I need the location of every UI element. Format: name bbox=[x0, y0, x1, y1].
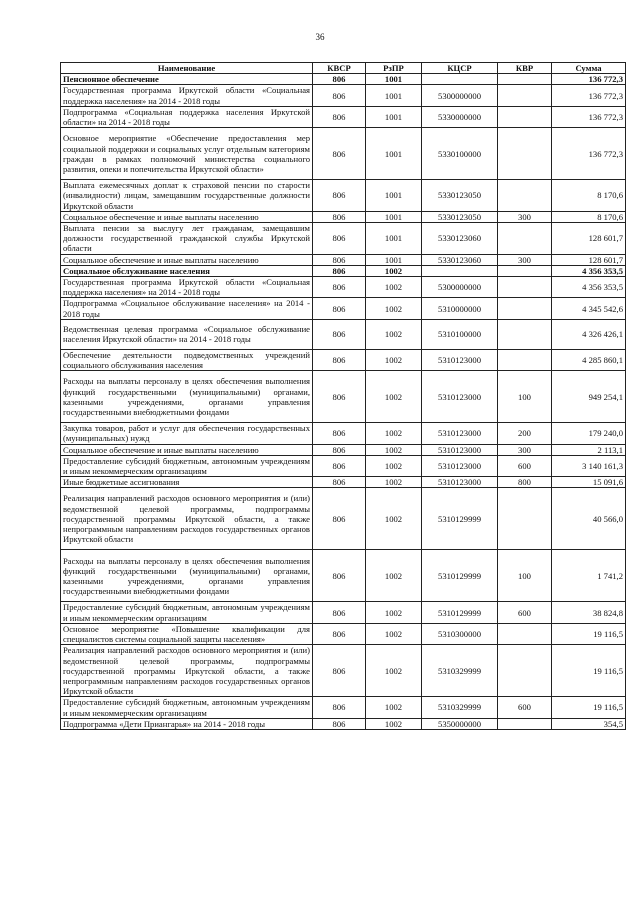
row-kvsr: 806 bbox=[313, 550, 366, 602]
row-kcsr bbox=[422, 265, 498, 276]
row-name: Предоставление субсидий бюджетным, автономным учреждениям и иным некоммерческим организациям bbox=[61, 455, 313, 476]
row-name: Предоставление субсидий бюджетным, автономным учреждениям и иным некоммерческим организациям bbox=[61, 602, 313, 623]
row-kvsr: 806 bbox=[313, 85, 366, 106]
row-name: Реализация направлений расходов основного мероприятия и (или) ведомственной целевой программы, подпрограммы государственной программы Иркутской области, а также непрограммным направлениям расходов государственных органов Иркутской области bbox=[61, 488, 313, 550]
row-kvsr: 806 bbox=[313, 477, 366, 488]
row-kvsr: 806 bbox=[313, 223, 366, 255]
row-sum: 136 772,3 bbox=[552, 128, 626, 180]
row-rzpr: 1002 bbox=[366, 488, 422, 550]
row-kcsr: 5310329999 bbox=[422, 645, 498, 697]
table-row bbox=[61, 211, 626, 222]
table-row bbox=[61, 602, 626, 623]
row-name: Государственная программа Иркутской области «Социальная поддержка населения» на 2014 - 2018 годы bbox=[61, 277, 313, 298]
row-kvr bbox=[498, 349, 552, 370]
row-kvr bbox=[498, 128, 552, 180]
row-rzpr: 1002 bbox=[366, 477, 422, 488]
row-name: Предоставление субсидий бюджетным, автономным учреждениям и иным некоммерческим организациям bbox=[61, 697, 313, 718]
row-kcsr: 5310329999 bbox=[422, 697, 498, 718]
row-kvr bbox=[498, 623, 552, 644]
table-row bbox=[61, 319, 626, 349]
row-sum: 8 170,6 bbox=[552, 211, 626, 222]
row-kcsr: 5350000000 bbox=[422, 718, 498, 729]
table-row bbox=[61, 488, 626, 550]
row-kvsr: 806 bbox=[313, 488, 366, 550]
table-row bbox=[61, 718, 626, 729]
row-kvr bbox=[498, 85, 552, 106]
row-rzpr: 1002 bbox=[366, 298, 422, 319]
row-name: Социальное обеспечение и иные выплаты населению bbox=[61, 254, 313, 265]
row-sum: 136 772,3 bbox=[552, 106, 626, 127]
row-name: Закупка товаров, работ и услуг для обеспечения государственных (муниципальных) нужд bbox=[61, 423, 313, 444]
table-row bbox=[61, 74, 626, 85]
row-rzpr: 1002 bbox=[366, 550, 422, 602]
row-name: Пенсионное обеспечение bbox=[61, 74, 313, 85]
row-kvr: 800 bbox=[498, 477, 552, 488]
row-rzpr: 1002 bbox=[366, 697, 422, 718]
row-kvr: 200 bbox=[498, 423, 552, 444]
header-kcsr: КЦСР bbox=[422, 63, 498, 74]
row-kvsr: 806 bbox=[313, 697, 366, 718]
table-row bbox=[61, 85, 626, 106]
row-rzpr: 1002 bbox=[366, 623, 422, 644]
row-kcsr: 5310129999 bbox=[422, 602, 498, 623]
row-kvr bbox=[498, 180, 552, 212]
row-name: Обеспечение деятельности подведомственных учреждений социального обслуживания населения bbox=[61, 349, 313, 370]
row-kvr bbox=[498, 645, 552, 697]
row-name: Основное мероприятие «Повышение квалификации для специалистов системы социальной защиты населения» bbox=[61, 623, 313, 644]
row-kvsr: 806 bbox=[313, 645, 366, 697]
row-kvr bbox=[498, 223, 552, 255]
header-rzpr: РзПР bbox=[366, 63, 422, 74]
row-kvr bbox=[498, 277, 552, 298]
table-row bbox=[61, 645, 626, 697]
row-kvsr: 806 bbox=[313, 265, 366, 276]
row-rzpr: 1001 bbox=[366, 85, 422, 106]
row-sum: 136 772,3 bbox=[552, 74, 626, 85]
table-row bbox=[61, 444, 626, 455]
row-sum: 4 285 860,1 bbox=[552, 349, 626, 370]
row-sum: 4 345 542,6 bbox=[552, 298, 626, 319]
row-name: Подпрограмма «Дети Приангарья» на 2014 - 2018 годы bbox=[61, 718, 313, 729]
row-kvr: 600 bbox=[498, 697, 552, 718]
row-rzpr: 1002 bbox=[366, 277, 422, 298]
row-rzpr: 1002 bbox=[366, 602, 422, 623]
row-kvr bbox=[498, 718, 552, 729]
row-sum: 128 601,7 bbox=[552, 254, 626, 265]
row-rzpr: 1001 bbox=[366, 106, 422, 127]
row-sum: 128 601,7 bbox=[552, 223, 626, 255]
table-row bbox=[61, 277, 626, 298]
row-kvsr: 806 bbox=[313, 254, 366, 265]
table-row bbox=[61, 623, 626, 644]
row-kcsr: 5310123000 bbox=[422, 423, 498, 444]
row-name: Реализация направлений расходов основного мероприятия и (или) ведомственной целевой программы, подпрограммы государственной программы Иркутской области, а также непрограммным направлениям расходов государственных органов Иркутской области bbox=[61, 645, 313, 697]
row-kcsr: 5330100000 bbox=[422, 128, 498, 180]
header-sum: Сумма bbox=[552, 63, 626, 74]
row-kvsr: 806 bbox=[313, 718, 366, 729]
table-row bbox=[61, 254, 626, 265]
table-row bbox=[61, 180, 626, 212]
row-kvsr: 806 bbox=[313, 106, 366, 127]
row-kcsr: 5330123060 bbox=[422, 223, 498, 255]
row-kcsr: 5300000000 bbox=[422, 277, 498, 298]
row-kcsr: 5310000000 bbox=[422, 298, 498, 319]
row-kvr: 100 bbox=[498, 371, 552, 423]
row-name: Иные бюджетные ассигнования bbox=[61, 477, 313, 488]
row-name: Социальное обеспечение и иные выплаты населению bbox=[61, 211, 313, 222]
table-row bbox=[61, 697, 626, 718]
row-kvr bbox=[498, 265, 552, 276]
row-kcsr: 5310129999 bbox=[422, 488, 498, 550]
row-kcsr: 5330123060 bbox=[422, 254, 498, 265]
row-kcsr: 5310123000 bbox=[422, 477, 498, 488]
table-row bbox=[61, 265, 626, 276]
row-rzpr: 1001 bbox=[366, 223, 422, 255]
row-name: Ведомственная целевая программа «Социальное обслуживание населения Иркутской области» на 2014 - 2018 годы bbox=[61, 319, 313, 349]
row-rzpr: 1001 bbox=[366, 180, 422, 212]
table-row bbox=[61, 550, 626, 602]
row-name: Расходы на выплаты персоналу в целях обеспечения выполнения функций государственными (муниципальными) органами, казенными учреждениями, органами управления государственными внебюджетными фондами bbox=[61, 371, 313, 423]
row-kcsr: 5310123000 bbox=[422, 371, 498, 423]
row-kvr: 300 bbox=[498, 444, 552, 455]
header-name: Наименование bbox=[61, 63, 313, 74]
row-kcsr: 5330123050 bbox=[422, 211, 498, 222]
row-kcsr: 5310100000 bbox=[422, 319, 498, 349]
row-rzpr: 1001 bbox=[366, 128, 422, 180]
row-kvr bbox=[498, 319, 552, 349]
row-sum: 4 356 353,5 bbox=[552, 265, 626, 276]
row-sum: 179 240,0 bbox=[552, 423, 626, 444]
row-kvsr: 806 bbox=[313, 423, 366, 444]
page-number: 36 bbox=[315, 32, 325, 42]
row-sum: 19 116,5 bbox=[552, 623, 626, 644]
row-rzpr: 1002 bbox=[366, 265, 422, 276]
row-rzpr: 1001 bbox=[366, 254, 422, 265]
row-kvsr: 806 bbox=[313, 277, 366, 298]
row-name: Государственная программа Иркутской области «Социальная поддержка населения» на 2014 - 2018 годы bbox=[61, 85, 313, 106]
row-kcsr: 5330000000 bbox=[422, 106, 498, 127]
row-kcsr: 5310129999 bbox=[422, 550, 498, 602]
row-rzpr: 1002 bbox=[366, 349, 422, 370]
row-kvsr: 806 bbox=[313, 128, 366, 180]
row-kvsr: 806 bbox=[313, 211, 366, 222]
row-name: Социальное обслуживание населения bbox=[61, 265, 313, 276]
row-sum: 4 326 426,1 bbox=[552, 319, 626, 349]
row-rzpr: 1002 bbox=[366, 718, 422, 729]
row-kvr bbox=[498, 106, 552, 127]
row-rzpr: 1001 bbox=[366, 74, 422, 85]
table-row bbox=[61, 223, 626, 255]
row-rzpr: 1001 bbox=[366, 211, 422, 222]
row-rzpr: 1002 bbox=[366, 319, 422, 349]
row-rzpr: 1002 bbox=[366, 371, 422, 423]
row-sum: 136 772,3 bbox=[552, 85, 626, 106]
row-kvsr: 806 bbox=[313, 298, 366, 319]
table-row bbox=[61, 455, 626, 476]
row-kvsr: 806 bbox=[313, 349, 366, 370]
row-sum: 40 566,0 bbox=[552, 488, 626, 550]
row-kcsr: 5310123000 bbox=[422, 349, 498, 370]
row-kcsr bbox=[422, 74, 498, 85]
row-kvr: 300 bbox=[498, 211, 552, 222]
row-kvr: 600 bbox=[498, 455, 552, 476]
row-sum: 949 254,1 bbox=[552, 371, 626, 423]
row-rzpr: 1002 bbox=[366, 423, 422, 444]
row-name: Выплата ежемесячных доплат к страховой пенсии по старости (инвалидности) лицам, замещавшим государственные должности Иркутской области bbox=[61, 180, 313, 212]
row-kvsr: 806 bbox=[313, 180, 366, 212]
row-kvr: 600 bbox=[498, 602, 552, 623]
row-sum: 4 356 353,5 bbox=[552, 277, 626, 298]
row-kvsr: 806 bbox=[313, 74, 366, 85]
table-row bbox=[61, 349, 626, 370]
row-kvr bbox=[498, 488, 552, 550]
row-kvsr: 806 bbox=[313, 455, 366, 476]
row-rzpr: 1002 bbox=[366, 455, 422, 476]
row-kcsr: 5310123000 bbox=[422, 455, 498, 476]
table-row bbox=[61, 106, 626, 127]
row-sum: 15 091,6 bbox=[552, 477, 626, 488]
table-row bbox=[61, 128, 626, 180]
row-sum: 3 140 161,3 bbox=[552, 455, 626, 476]
row-kcsr: 5310123000 bbox=[422, 444, 498, 455]
table-row bbox=[61, 298, 626, 319]
row-kvsr: 806 bbox=[313, 371, 366, 423]
row-sum: 354,5 bbox=[552, 718, 626, 729]
row-rzpr: 1002 bbox=[366, 444, 422, 455]
row-kvr: 100 bbox=[498, 550, 552, 602]
header-row bbox=[61, 63, 626, 74]
row-kcsr: 5330123050 bbox=[422, 180, 498, 212]
row-kvr bbox=[498, 298, 552, 319]
row-sum: 38 824,8 bbox=[552, 602, 626, 623]
row-name: Подпрограмма «Социальная поддержка населения Иркутской области» на 2014 - 2018 годы bbox=[61, 106, 313, 127]
row-sum: 1 741,2 bbox=[552, 550, 626, 602]
row-kvsr: 806 bbox=[313, 319, 366, 349]
table-row bbox=[61, 423, 626, 444]
header-kvr: КВР bbox=[498, 63, 552, 74]
row-kcsr: 5310300000 bbox=[422, 623, 498, 644]
row-name: Выплата пенсии за выслугу лет гражданам, замещавшим должности государственной гражданской службы Иркутской области bbox=[61, 223, 313, 255]
row-kvsr: 806 bbox=[313, 623, 366, 644]
header-kvsr: КВСР bbox=[313, 63, 366, 74]
row-kvsr: 806 bbox=[313, 602, 366, 623]
row-name: Подпрограмма «Социальное обслуживание населения» на 2014 - 2018 годы bbox=[61, 298, 313, 319]
row-kvsr: 806 bbox=[313, 444, 366, 455]
row-sum: 19 116,5 bbox=[552, 645, 626, 697]
row-kvr bbox=[498, 74, 552, 85]
table-row bbox=[61, 371, 626, 423]
row-rzpr: 1002 bbox=[366, 645, 422, 697]
row-sum: 2 113,1 bbox=[552, 444, 626, 455]
row-sum: 19 116,5 bbox=[552, 697, 626, 718]
row-kvr: 300 bbox=[498, 254, 552, 265]
row-name: Социальное обеспечение и иные выплаты населению bbox=[61, 444, 313, 455]
row-name: Основное мероприятие «Обеспечение предоставления мер социальной поддержки и социальных услуг отдельным категориям граждан в рамках полномочий министерства социального развития, опеки и попечительства Иркутской области» bbox=[61, 128, 313, 180]
budget-table bbox=[60, 62, 626, 730]
row-name: Расходы на выплаты персоналу в целях обеспечения выполнения функций государственными (муниципальными) органами, казенными учреждениями, органами управления государственными внебюджетными фондами bbox=[61, 550, 313, 602]
row-sum: 8 170,6 bbox=[552, 180, 626, 212]
row-kcsr: 5300000000 bbox=[422, 85, 498, 106]
table-row bbox=[61, 477, 626, 488]
